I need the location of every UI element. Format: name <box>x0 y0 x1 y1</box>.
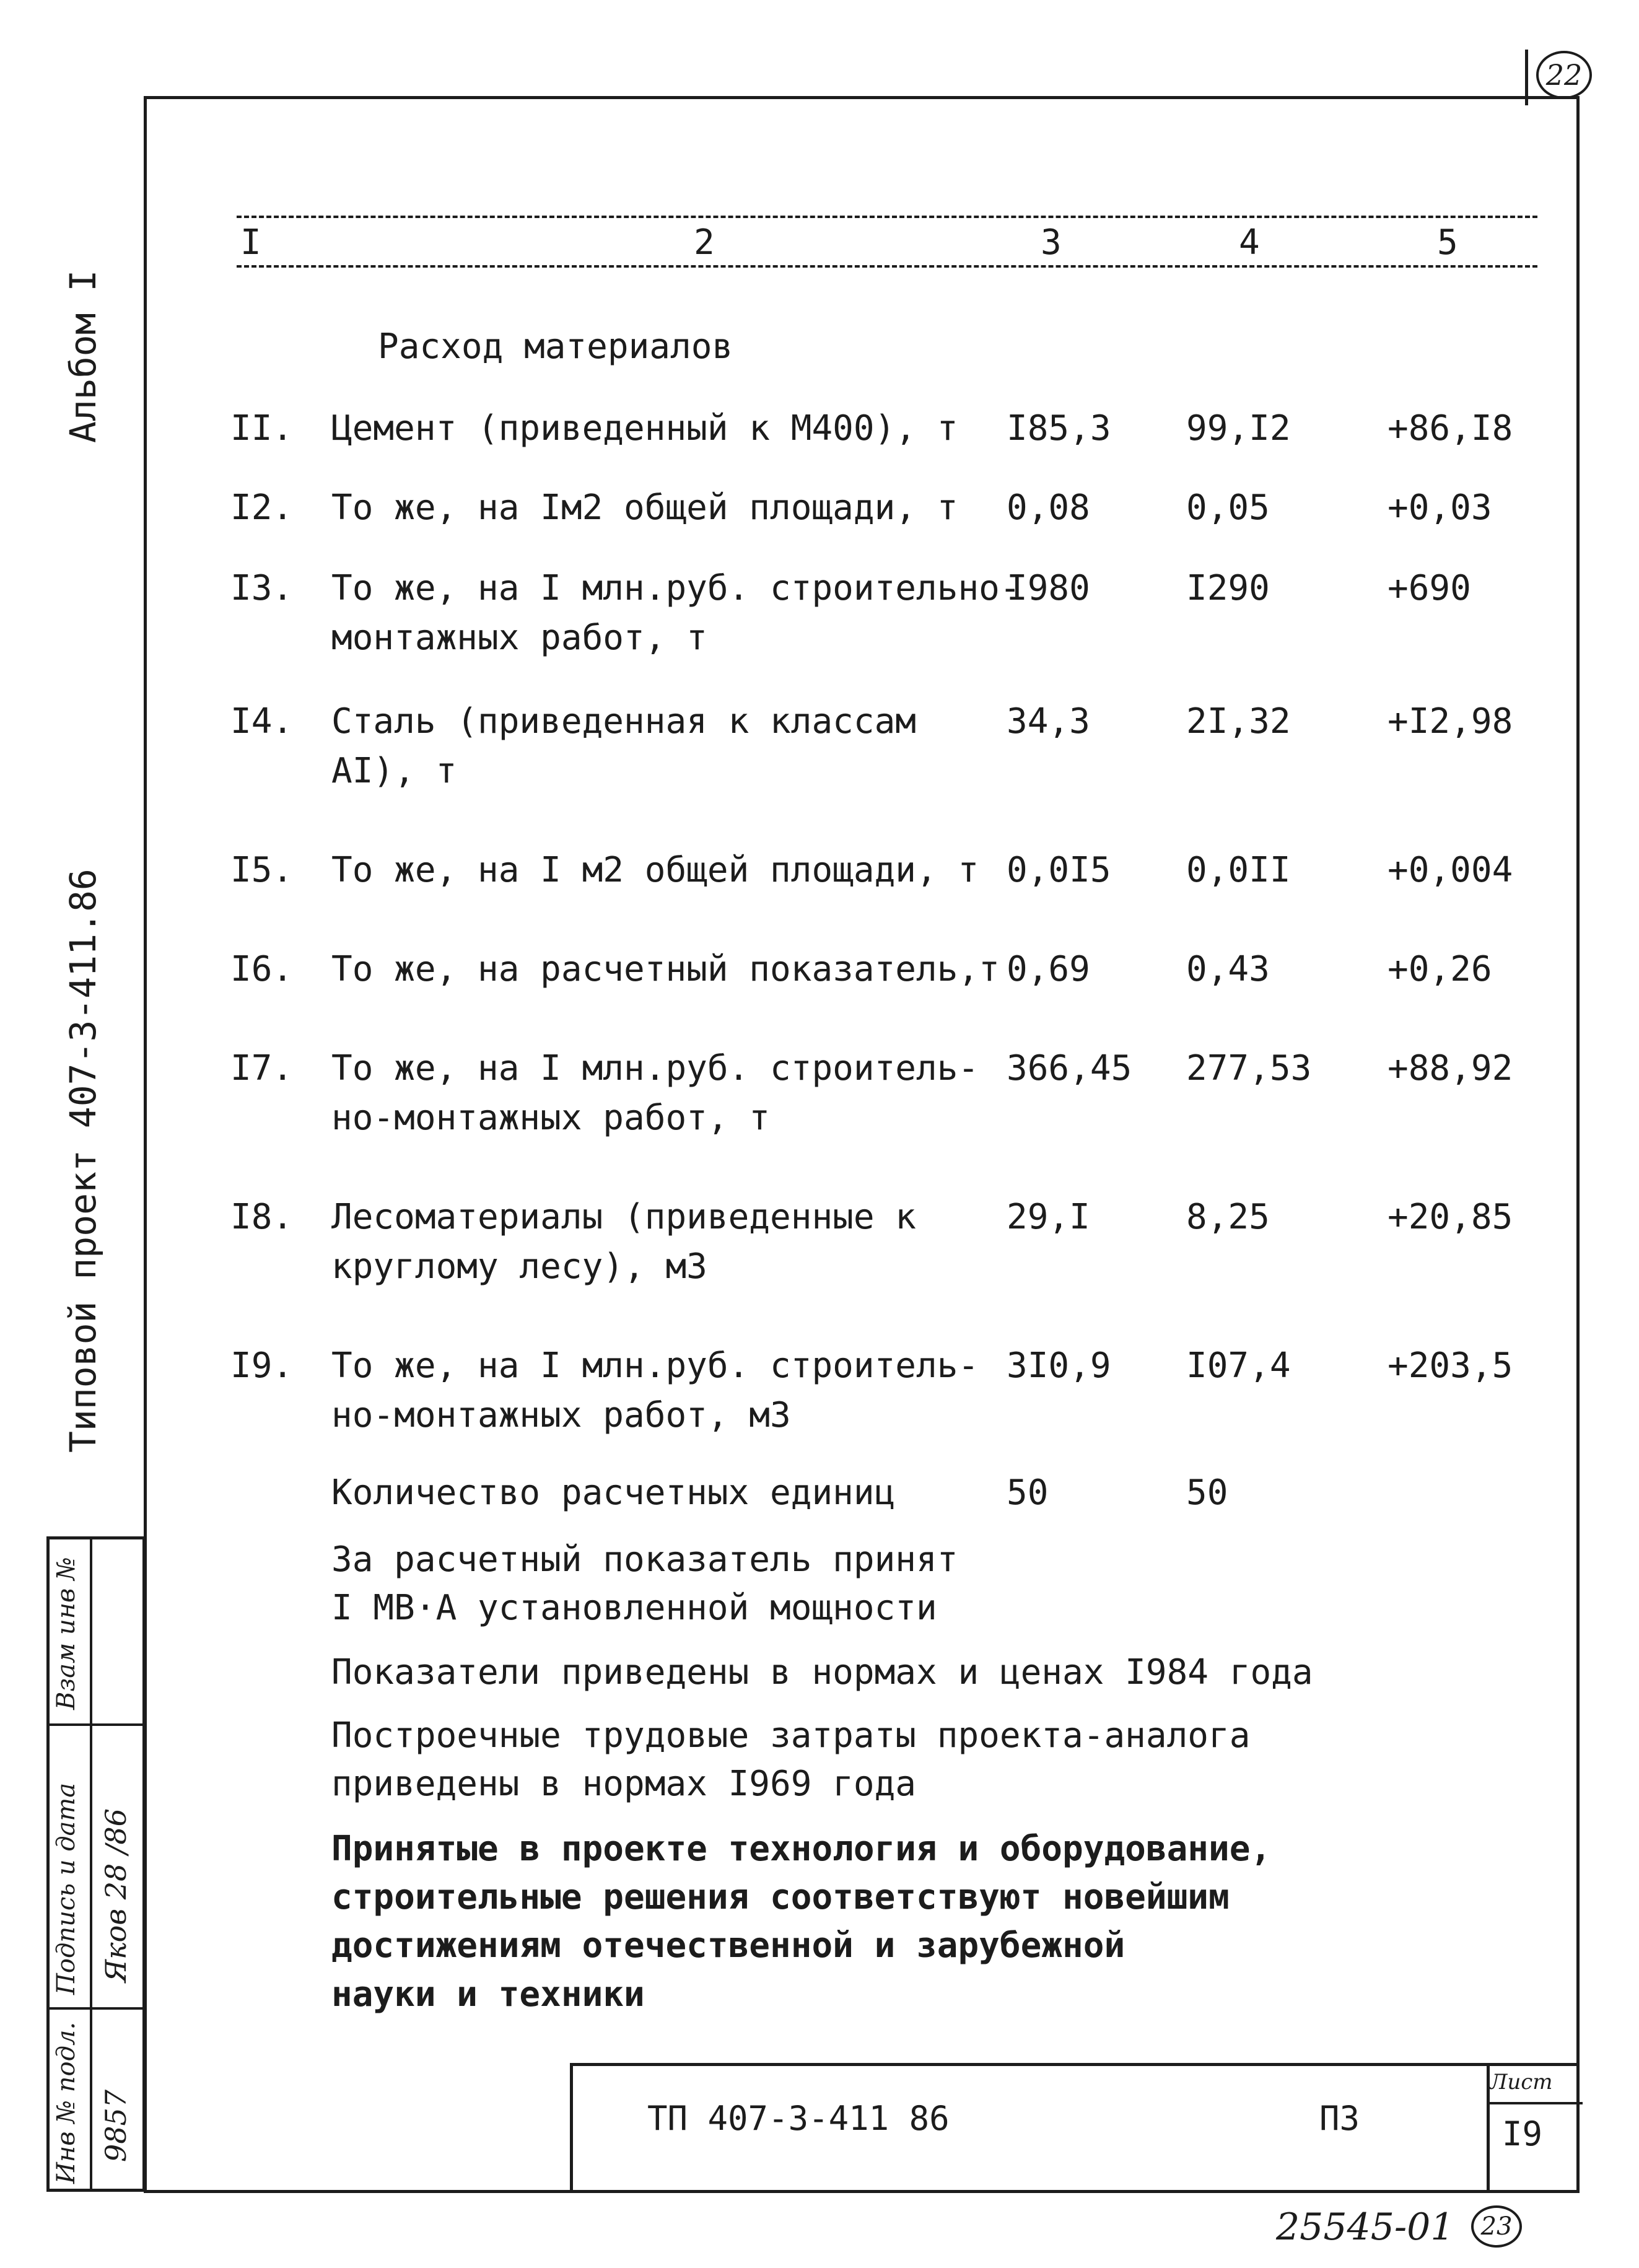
row-number: I9. <box>230 1346 294 1386</box>
row-description-line: но-монтажных работ, м3 <box>331 1395 791 1435</box>
row-value-col3: 0,69 <box>1007 949 1090 989</box>
row-number: I8. <box>230 1197 294 1237</box>
row-value-col4: I07,4 <box>1186 1346 1291 1386</box>
note-3-line-2: приведены в нормах I969 года <box>331 1764 917 1804</box>
row-description-line: То же, на Iм2 общей площади, т <box>331 488 958 528</box>
row-value-col4: 0,43 <box>1186 949 1270 989</box>
row-value-col5: +0,03 <box>1388 488 1492 528</box>
section-title: Расход материалов <box>378 326 733 367</box>
row-value-col4: 99,I2 <box>1186 408 1291 449</box>
row-value-col5: +690 <box>1388 568 1471 608</box>
row-value-col4: I290 <box>1186 568 1270 608</box>
row-number: I7. <box>230 1048 294 1088</box>
row-number: I6. <box>230 949 294 989</box>
col-header-5: 5 <box>1437 222 1458 263</box>
row-description-line: То же, на I млн.руб. строитель- <box>331 1048 979 1088</box>
row-value-col3: 29,I <box>1007 1197 1090 1237</box>
stamp-podpis-data: Подпись и дата <box>52 1782 81 1995</box>
row-value-col5: +203,5 <box>1388 1346 1513 1386</box>
stamp-inv-podl-value: 9857 <box>99 2089 133 2162</box>
row-description-line: То же, на I м2 общей площади, т <box>331 850 979 890</box>
row-value-col5: +0,004 <box>1388 850 1513 890</box>
row-description-line: монтажных работ, т <box>331 618 707 658</box>
row-value-col5: +20,85 <box>1388 1197 1513 1237</box>
row-value-col4: 8,25 <box>1186 1197 1270 1237</box>
row-description-line: Цемент (приведенный к М400), т <box>331 408 958 449</box>
note-3-line-1: Построечные трудовые затраты проекта-аналога <box>331 1715 1251 1756</box>
col-header-2: 2 <box>694 222 715 263</box>
row-number: I4. <box>230 701 294 742</box>
row-value-col4: 2I,32 <box>1186 701 1291 742</box>
note-4-line-3: достижениям отечественной и зарубежной <box>331 1925 1125 1966</box>
note-1-line-1: За расчетный показатель принят <box>331 1539 958 1580</box>
note-4-line-2: строительные решения соответствуют новейшим <box>331 1877 1230 1917</box>
row-description-line: Сталь (приведенная к классам <box>331 701 917 742</box>
col-header-4: 4 <box>1239 222 1260 263</box>
row-value-col5: +I2,98 <box>1388 701 1513 742</box>
stamp-hline-1 <box>50 1723 142 1726</box>
section-code: ПЗ <box>1319 2099 1360 2138</box>
note-1-line-2: I МВ·А установленной мощности <box>331 1588 937 1628</box>
stamp-inv-podl: Инв № подл. <box>52 2021 81 2184</box>
row-value-col5: +0,26 <box>1388 949 1492 989</box>
doc-code: ТП 407-3-411 86 <box>647 2099 950 2138</box>
stamp-vzam-inv: Взам инв № <box>52 1557 81 1710</box>
footer-number: 25545-01 <box>1276 2205 1454 2249</box>
row-value-col4: 277,53 <box>1186 1048 1312 1088</box>
units-row-c4: 50 <box>1186 1473 1228 1513</box>
row-description-line: Лесоматериалы (приведенные к <box>331 1197 917 1237</box>
units-row-c3: 50 <box>1007 1473 1049 1513</box>
note-2-line-1: Показатели приведены в нормах и ценах I984 года <box>331 1652 1313 1692</box>
album-label: Альбом I <box>62 269 104 443</box>
note-4-line-4: науки и техники <box>331 1974 645 2015</box>
note-4-line-1: Принятые в проекте технология и оборудование, <box>331 1829 1272 1869</box>
row-value-col3: 3I0,9 <box>1007 1346 1111 1386</box>
row-description-line: То же, на I млн.руб. строитель- <box>331 1346 979 1386</box>
row-number: I5. <box>230 850 294 890</box>
stamp-hline-2 <box>50 2007 142 2010</box>
row-number: I3. <box>230 568 294 608</box>
row-description-line: То же, на расчетный показатель,т <box>331 949 1000 989</box>
stamp-divider <box>90 1539 92 2189</box>
row-value-col3: 366,45 <box>1007 1048 1132 1088</box>
row-value-col3: 0,0I5 <box>1007 850 1111 890</box>
row-value-col4: 0,0II <box>1186 850 1291 890</box>
row-number: I2. <box>230 488 294 528</box>
sheet-number: I9 <box>1502 2114 1543 2153</box>
row-value-col3: I980 <box>1007 568 1090 608</box>
page-mark: 22 <box>1536 51 1592 99</box>
row-value-col3: 34,3 <box>1007 701 1090 742</box>
project-label: Типовой проект 407-3-411.86 <box>62 869 104 1453</box>
col-header-3: 3 <box>1041 222 1062 263</box>
row-value-col4: 0,05 <box>1186 488 1270 528</box>
sheet-label: Лист <box>1490 2070 1553 2095</box>
header-dash-top <box>237 216 1537 218</box>
stamp-podpis-value: Яков 28 /86 <box>99 1808 133 1982</box>
header-dash-bottom <box>237 265 1537 268</box>
row-description-line: AI), т <box>331 751 457 791</box>
row-value-col5: +86,I8 <box>1388 408 1513 449</box>
units-row-label: Количество расчетных единиц <box>331 1473 896 1513</box>
row-value-col3: 0,08 <box>1007 488 1090 528</box>
row-description-line: круглому лесу), м3 <box>331 1246 707 1287</box>
row-description-line: но-монтажных работ, т <box>331 1098 771 1138</box>
row-description-line: То же, на I млн.руб. строительно- <box>331 568 1021 608</box>
sheet-box-hline <box>1487 2102 1583 2104</box>
row-value-col3: I85,3 <box>1007 408 1111 449</box>
row-number: II. <box>230 408 294 449</box>
col-header-1: I <box>240 222 261 263</box>
footer-mark: 23 <box>1471 2205 1522 2248</box>
row-value-col5: +88,92 <box>1388 1048 1513 1088</box>
